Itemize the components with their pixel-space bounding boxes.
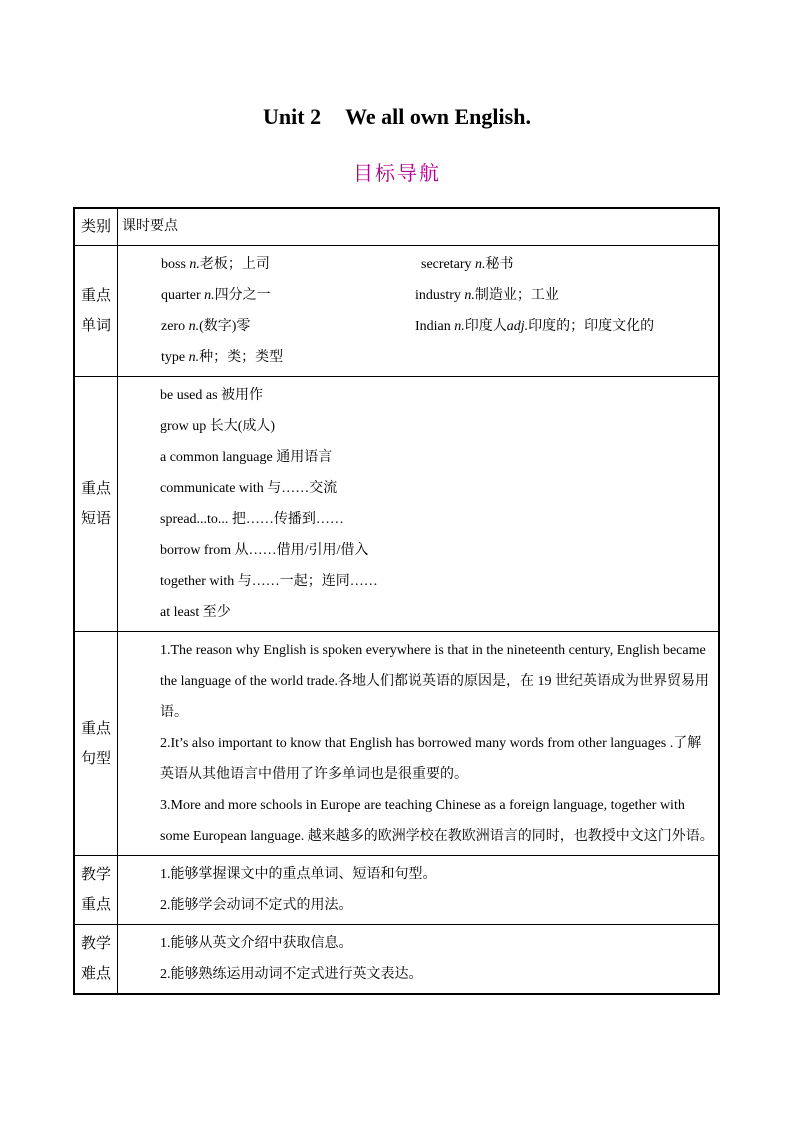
phrases-content: [118, 377, 720, 632]
vocab-item: boss n.老板；上司: [161, 257, 270, 272]
vocab-line: [161, 280, 714, 311]
unit-number: Unit 2: [263, 104, 322, 129]
vocab-line: [161, 311, 714, 342]
header-category: 类别: [74, 208, 118, 246]
vocab-label: 重点单词: [74, 246, 118, 377]
phrase-item: communicate with 与……交流: [160, 481, 338, 496]
vocab-item: zero n.(数字)零: [161, 319, 251, 334]
header-content: 课时要点: [118, 208, 720, 246]
table-header-row: [74, 208, 719, 246]
vocab-item: secretary n.秘书: [421, 257, 514, 272]
difficulties-content: [118, 925, 720, 995]
phrase-item: together with 与……一起；连同……: [160, 574, 378, 589]
difficulties-label: 教学难点: [74, 925, 118, 995]
key-points-content: [118, 856, 720, 925]
section-subtitle: 目标导航: [353, 163, 441, 185]
sentences-label: 重点句型: [74, 632, 118, 856]
vocab-content: [118, 246, 720, 377]
phrases-label: 重点短语: [74, 377, 118, 632]
phrase-item: spread...to... 把……传播到……: [160, 512, 344, 527]
phrase-item: a common language 通用语言: [160, 450, 333, 465]
sentence-item: 1.The reason why English is spoken everywhere is that in the nineteenth century, English became the language of the world trade.各地人们都说英语的原因是，在 19 世纪英语成为世界贸易用语。: [160, 643, 710, 720]
vocab-item: quarter n.四分之一: [161, 288, 271, 303]
sentence-item: 3.More and more schools in Europe are teaching Chinese as a foreign language, together with some European language. 越来越多的欧洲学校在教欧洲语言的同时，也教授中文这门外语。: [160, 798, 714, 844]
vocab-row: [74, 246, 719, 377]
vocab-item: Indian n.印度人adj.印度的；印度文化的: [415, 319, 655, 334]
phrase-item: grow up 长大(成人): [160, 419, 276, 434]
difficulties-row: [74, 925, 719, 995]
sentences-row: [74, 632, 719, 856]
lesson-table: [73, 207, 720, 995]
vocab-item: type n.种；类；类型: [161, 350, 284, 365]
vocab-line: [161, 342, 714, 373]
difficulty-item: 1.能够从英文介绍中获取信息。: [160, 936, 353, 951]
page-title: [0, 104, 794, 130]
sentence-item: 2.It’s also important to know that English has borrowed many words from other languages .了解英语从其他语言中借用了许多单词也是很重要的。: [160, 736, 702, 782]
phrases-row: [74, 377, 719, 632]
vocab-line: [161, 249, 714, 280]
phrase-item: borrow from 从……借用/引用/借入: [160, 543, 369, 558]
unit-title: We all own English.: [345, 104, 531, 129]
key-points-label: 教学重点: [74, 856, 118, 925]
phrase-item: be used as 被用作: [160, 388, 264, 403]
phrase-item: at least 至少: [160, 605, 231, 620]
vocab-item: industry n.制造业；工业: [415, 288, 559, 303]
key-point-item: 1.能够掌握课文中的重点单词、短语和句型。: [160, 867, 437, 882]
sentences-content: [118, 632, 720, 856]
key-points-row: [74, 856, 719, 925]
key-point-item: 2.能够学会动词不定式的用法。: [160, 898, 353, 913]
difficulty-item: 2.能够熟练运用动词不定式进行英文表达。: [160, 967, 423, 982]
